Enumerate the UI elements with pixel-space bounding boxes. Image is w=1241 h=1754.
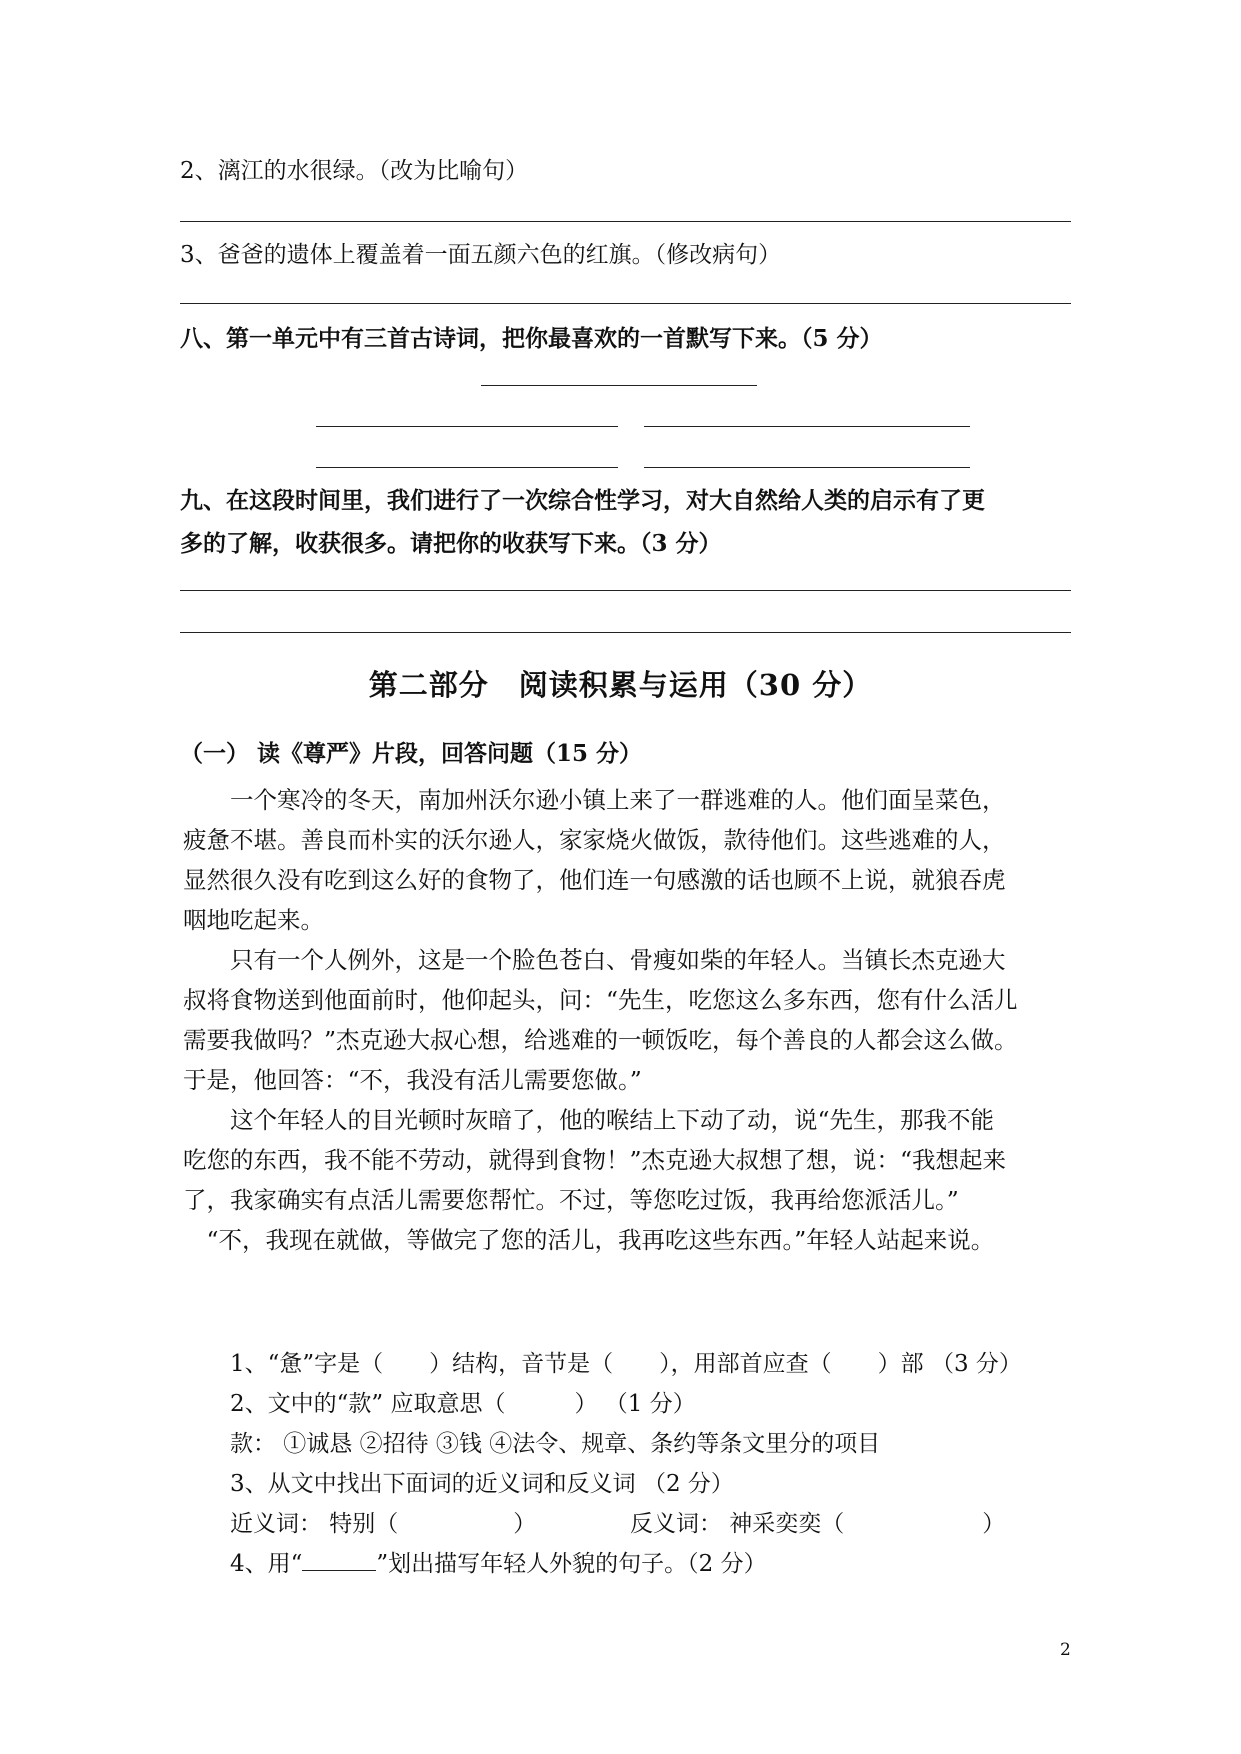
antonym-prompt: 反义词： 神采奕奕（ ） bbox=[630, 1511, 1006, 1537]
poem-line-1a[interactable] bbox=[316, 426, 618, 427]
passage-line: 一个寒冷的冬天，南加州沃尔逊小镇上来了一群逃难的人。他们面呈菜色， bbox=[183, 786, 1006, 814]
passage-line: 只有一个人例外，这是一个脸色苍白、骨瘦如柴的年轻人。当镇长杰克逊大 bbox=[183, 946, 1006, 974]
passage-line: 吃您的东西，我不能不劳动，就得到食物！”杰克逊大叔想了想，说：“我想起来 bbox=[183, 1146, 1007, 1174]
passage-line: 咽地吃起来。 bbox=[183, 906, 324, 934]
exercise-7-question-3: 3、爸爸的遗体上覆盖着一面五颜六色的红旗。（修改病句） bbox=[180, 242, 782, 268]
question-4-prefix: 4、用“ bbox=[230, 1551, 303, 1577]
passage-line: 这个年轻人的目光顿时灰暗了，他的喉结上下动了动，说“先生，那我不能 bbox=[183, 1106, 995, 1134]
section-9-heading-line-1: 九、在这段时间里，我们进行了一次综合性学习，对大自然给人类的启示有了更 bbox=[180, 487, 985, 514]
passage-line: 于是，他回答：“不，我没有活儿需要您做。” bbox=[183, 1066, 642, 1094]
answer-line-q2[interactable] bbox=[180, 221, 1071, 222]
poem-line-1b[interactable] bbox=[644, 426, 970, 427]
passage-line: 叔将食物送到他面前时，他仰起头，问：“先生，吃您这么多东西，您有什么活儿 bbox=[183, 986, 1018, 1014]
passage-line: 需要我做吗？”杰克逊大叔心想，给逃难的一顿饭吃，每个善良的人都会这么做。 bbox=[183, 1026, 1018, 1054]
section-8-heading: 八、第一单元中有三首古诗词，把你最喜欢的一首默写下来。（5 分） bbox=[180, 325, 883, 352]
reading-1-heading: （一） 读《尊严》片段，回答问题（15 分） bbox=[180, 740, 643, 767]
poem-line-2a[interactable] bbox=[316, 467, 618, 468]
passage-line: 显然很久没有吃到这么好的食物了，他们连一句感激的话也顾不上说，就狼吞虎 bbox=[183, 866, 1006, 894]
synonym-prompt: 近义词： 特别（ ） bbox=[230, 1511, 537, 1537]
passage bbox=[183, 780, 1073, 1260]
passage-line: 了，我家确实有点活儿需要您帮忙。不过，等您吃过饭，我再给您派活儿。” bbox=[183, 1186, 959, 1214]
passage-line: 疲惫不堪。善良而朴实的沃尔逊人，家家烧火做饭，款待他们。这些逃难的人， bbox=[183, 826, 1006, 854]
poem-line-2b[interactable] bbox=[644, 467, 970, 468]
reading-question-4 bbox=[230, 1545, 767, 1578]
underline-sample bbox=[302, 1552, 376, 1571]
reading-question-3: 3、从文中找出下面词的近义词和反义词 （2 分） bbox=[230, 1471, 734, 1497]
part-2-title: 第二部分 阅读积累与运用（30 分） bbox=[368, 668, 873, 702]
section-9-heading-line-2: 多的了解，收获很多。请把你的收获写下来。（3 分） bbox=[180, 530, 722, 557]
question-4-suffix: ”划出描写年轻人外貌的句子。（2 分） bbox=[376, 1551, 767, 1577]
answer-line-9b[interactable] bbox=[180, 632, 1071, 633]
passage-line: “不，我现在就做，等做完了您的活儿，我再吃这些东西。”年轻人站起来说。 bbox=[183, 1226, 995, 1254]
reading-question-2-options: 款： ①诚恳 ②招待 ③钱 ④法令、规章、条约等条文里分的项目 bbox=[230, 1431, 881, 1457]
reading-question-1: 1、“惫”字是（ ）结构，音节是（ ），用部首应查（ ）部 （3 分） bbox=[230, 1351, 1022, 1377]
answer-line-q3[interactable] bbox=[180, 303, 1071, 304]
exercise-7-question-2: 2、漓江的水很绿。（改为比喻句） bbox=[180, 158, 529, 184]
answer-line-9a[interactable] bbox=[180, 590, 1071, 591]
page-number: 2 bbox=[1060, 1640, 1071, 1660]
reading-question-2: 2、文中的“款” 应取意思（ ） （1 分） bbox=[230, 1391, 696, 1417]
poem-title-line[interactable] bbox=[481, 385, 757, 386]
